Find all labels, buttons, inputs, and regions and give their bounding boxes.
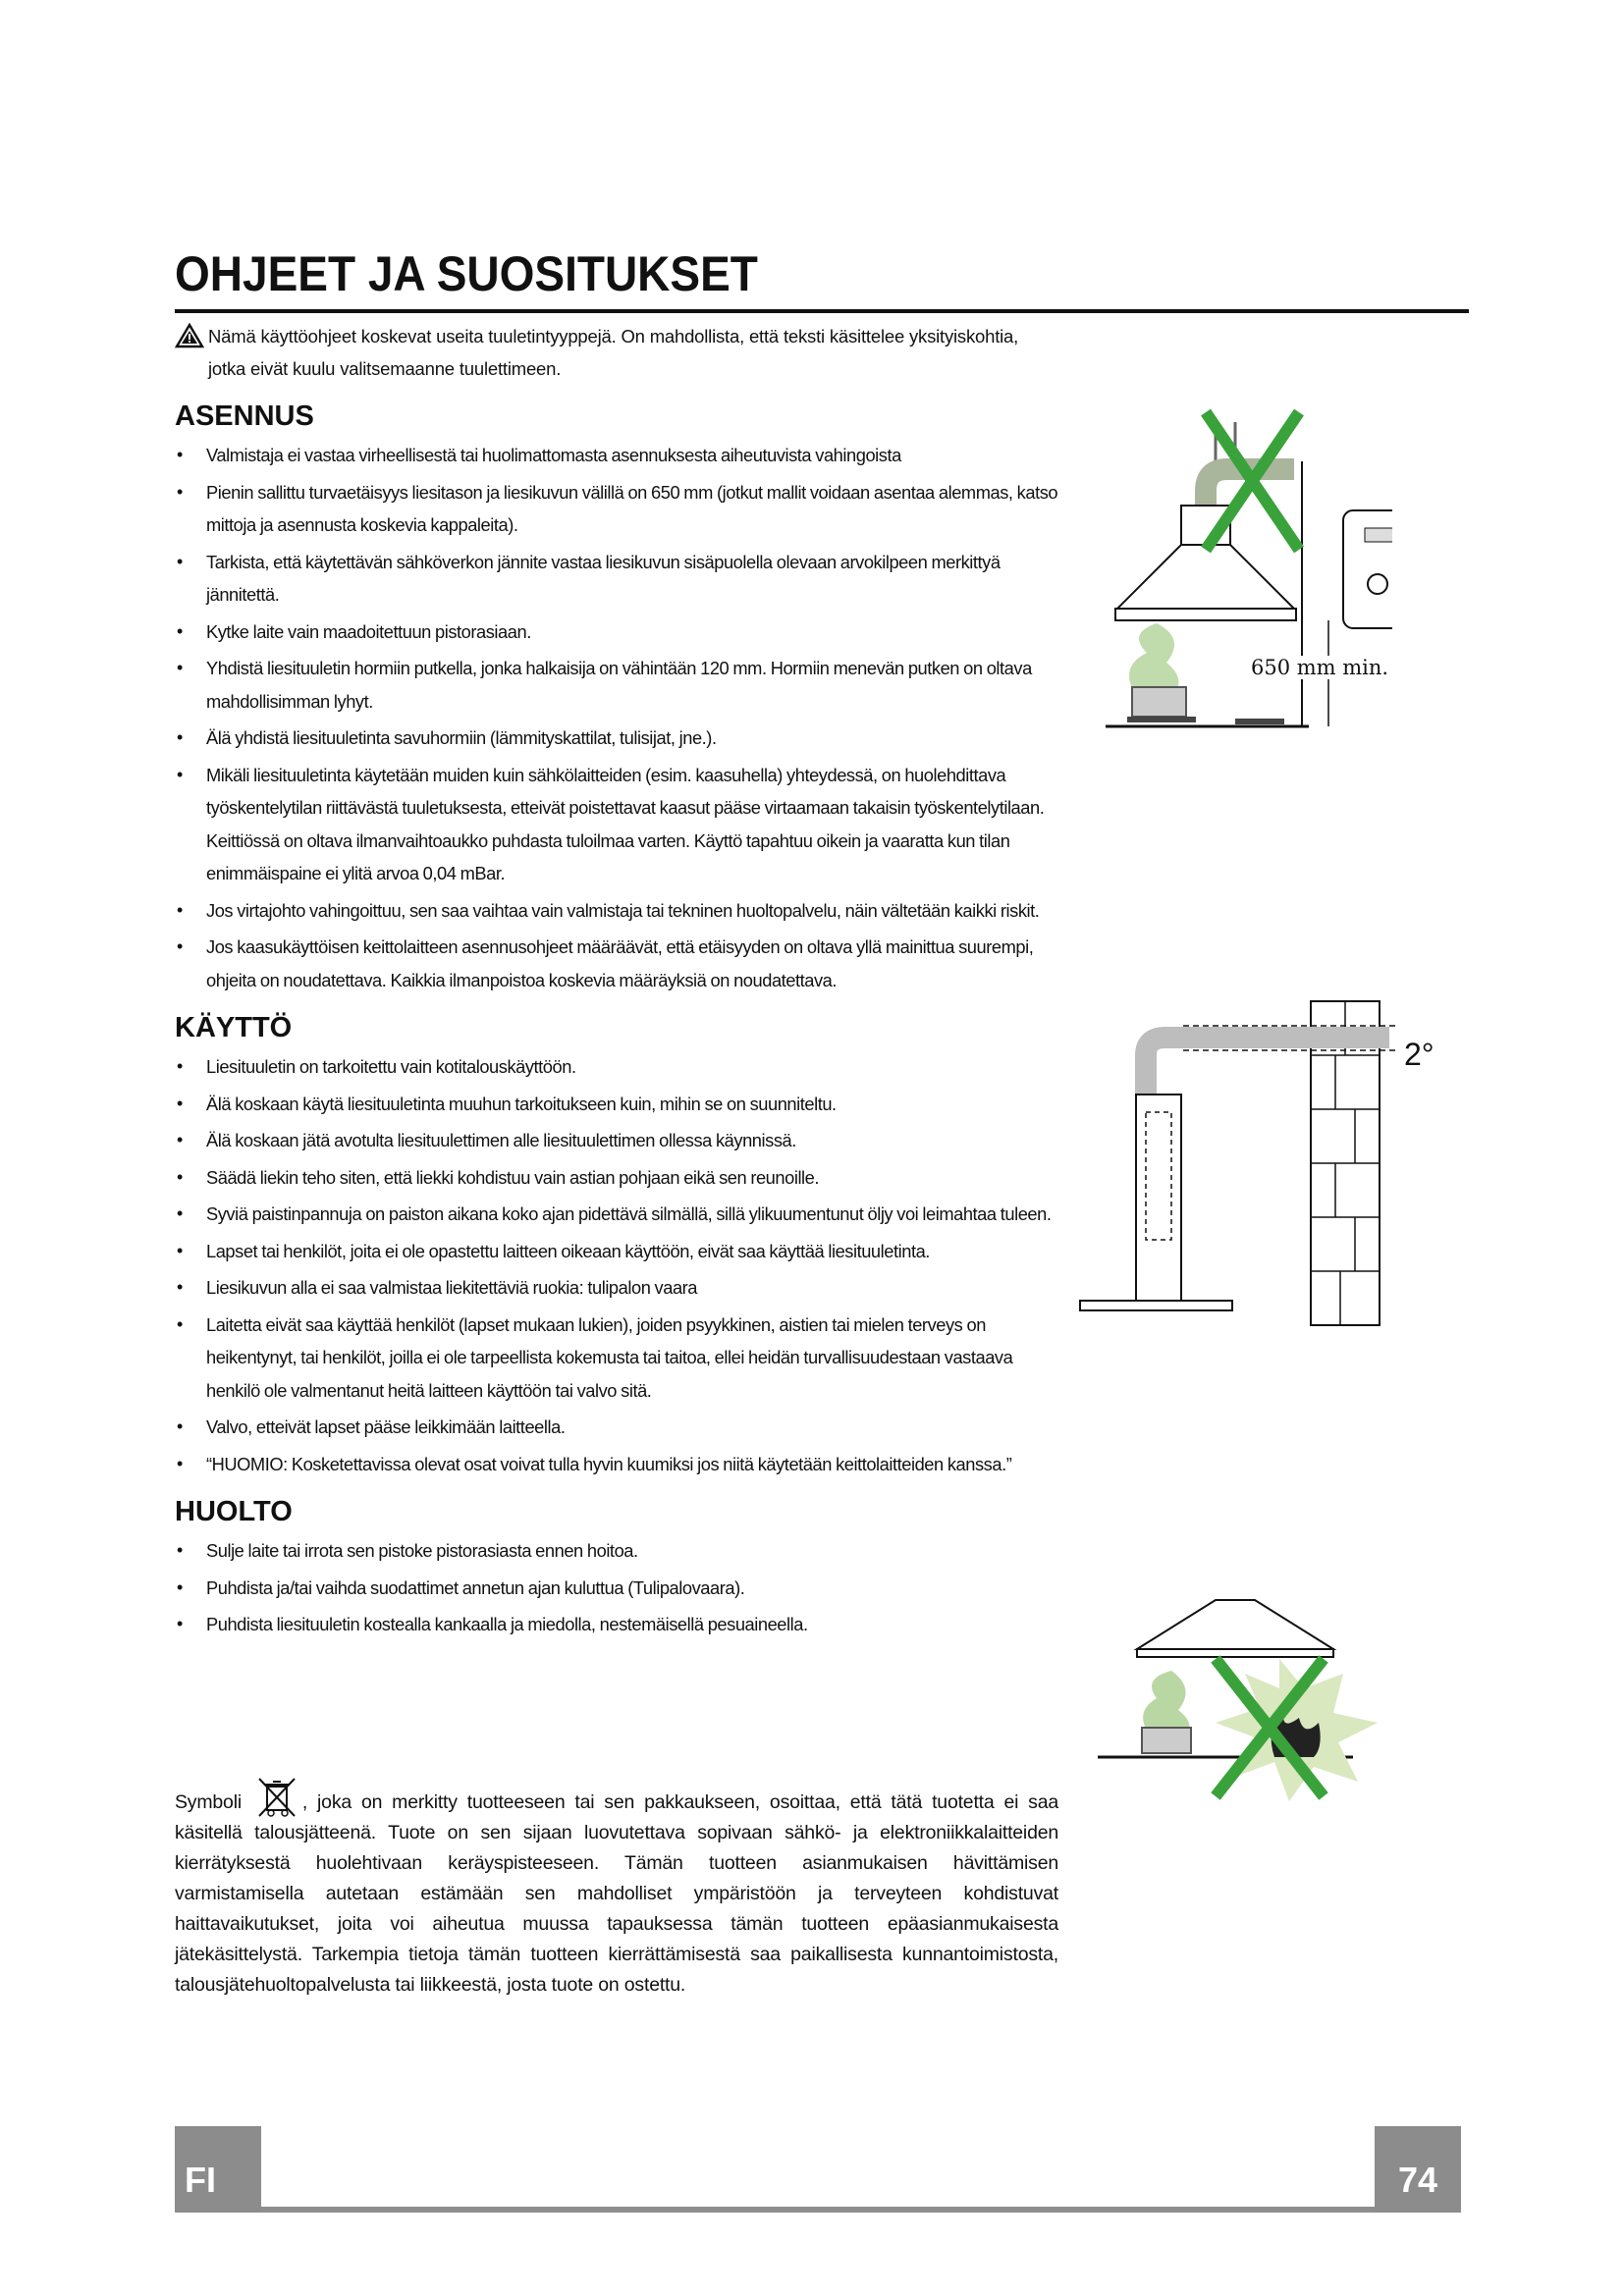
figure-dimension-label: 650 mm min. bbox=[1251, 656, 1389, 679]
list-item: • Tarkista, että käytettävän sähköverkon jännite vastaa liesikuvun sisäpuolella olevaan arvokilpeen merkittyä jännitettä. bbox=[175, 546, 1063, 612]
list-item: • Lapset tai henkilöt, joita ei ole opastettu laitteen oikeaan käyttöön, eivät saa käyttää liesituuletinta. bbox=[175, 1235, 1063, 1268]
list-item: • Mikäli liesituuletinta käytetään muiden kuin sähkölaitteiden (esim. kaasuhella) yhteydessä, on huolehdittava työskentelytilan riittävästä tuuletuksesta, etteivät poistettavat kaasut pääse virtaamaan takaisin työskentelytilaan. Keittiössä on oltava ilmanvaihtoaukko puhdasta tuloilmaa varten. Käyttö tapahtuu oikein ja vaarattа kun tilan enimmäispaine ei ylitä arvoa 0,04 mBar. bbox=[175, 759, 1063, 890]
warning-line-2: jotka eivät kuulu valitsemaanne tuulettimeen. bbox=[208, 358, 562, 379]
page-footer bbox=[175, 2126, 1461, 2213]
list-item: • Laitetta eivät saa käyttää henkilöt (lapset mukaan lukien), joiden psyykkinen, aistien tai mielen terveys on heikentynyt, tai henkilöt, joilla ei ole tarpeellista kokemusta tai taitoa, ellei heidän turvallisuudestaan vastaava henkilö ole valmentanut heitä laitteen käyttöön tai valvo sitä. bbox=[175, 1308, 1063, 1408]
huolto-list bbox=[175, 1534, 1063, 1641]
list-item: • Jos kaasukäyttöisen keittolaitteen asennusohjeet määräävät, että etäisyyden on oltava yllä mainittua suurempi, ohjeita on noudatettava. Kaikkia ilmanpoistoa koskevia määräyksiä on noudatettava. bbox=[175, 931, 1063, 996]
warning-note bbox=[175, 320, 1063, 385]
symbol-text-before: Symboli bbox=[175, 1791, 242, 1813]
weee-disposal-paragraph bbox=[175, 1777, 1058, 2001]
list-item: • Yhdistä liesituuletin hormiin putkella, jonka halkaisija on vähintään 120 mm. Hormiin menevän putken on oltava mahdollisimman lyhyt. bbox=[175, 652, 1063, 718]
list-item: • Puhdista ja/tai vaihda suodattimet annetun ajan kuluttua (Tulipalovaara). bbox=[175, 1572, 1063, 1605]
figure-angle-label: 2° bbox=[1404, 1037, 1435, 1072]
list-item: • Valmistaja ei vastaa virheellisestä tai huolimattomasta asennuksesta aiheutuvista vahingoista bbox=[175, 439, 1063, 472]
footer-line bbox=[175, 2207, 1461, 2213]
list-item: • Puhdista liesituuletin kostealla kankaalla ja miedolla, nestemäisellä pesuaineella. bbox=[175, 1608, 1063, 1641]
list-item: • Jos virtajohto vahingoittuu, sen saa vaihtaa vain valmistaja tai tekninen huoltopalvelu, näin vältetään kaikki riskit. bbox=[175, 894, 1063, 928]
main-column bbox=[175, 320, 1063, 1645]
list-item: • Älä yhdistä liesituuletinta savuhormiin (lämmityskattilat, tulisijat, jne.). bbox=[175, 721, 1063, 755]
list-item: • Liesituuletin on tarkoitettu vain kotitalouskäyttöön. bbox=[175, 1050, 1063, 1084]
page-title: OHJEET JA SUOSITUKSET bbox=[175, 246, 758, 301]
kaytto-list bbox=[175, 1050, 1063, 1480]
title-divider bbox=[175, 309, 1469, 313]
list-item: • Syviä paistinpannuja on paiston aikana koko ajan pidettävä silmällä, sillä ylikuumentunut öljy voi leimahtaa tuleen. bbox=[175, 1198, 1063, 1231]
figure-duct-slope bbox=[1075, 996, 1399, 1330]
list-item: • Kytke laite vain maadoitettuun pistorasiaan. bbox=[175, 615, 1063, 649]
figure-flambe-warning bbox=[1098, 1590, 1471, 1816]
warning-triangle-icon bbox=[175, 323, 204, 348]
list-item: • Valvo, etteivät lapset pääse leikkimään laitteella. bbox=[175, 1411, 1063, 1444]
list-item: • Älä koskaan käytä liesituuletinta muuhun tarkoitukseen kuin, mihin se on suunniteltu. bbox=[175, 1088, 1063, 1121]
section-heading-kaytto: KÄYTTÖ bbox=[175, 1012, 293, 1043]
language-badge: FI bbox=[175, 2126, 261, 2213]
warning-line-1: Nämä käyttöohjeet koskevat useita tuuletintyyppejä. On mahdollista, että teksti käsittelee yksityiskohtia, bbox=[208, 326, 1019, 347]
list-item: • Älä koskaan jätä avotulta liesituulettimen alle liesituulettimen ollessa käynnissä. bbox=[175, 1124, 1063, 1157]
page-number: 74 bbox=[1375, 2126, 1461, 2213]
crossed-bin-icon bbox=[255, 1777, 298, 1818]
list-item: • “HUOMIO: Kosketettavissa olevat osat voivat tulla hyvin kuumiksi jos niitä käytetään keittolaitteiden kanssa.” bbox=[175, 1448, 1063, 1481]
section-heading-huolto: HUOLTO bbox=[175, 1496, 293, 1527]
figure-hood-installation bbox=[1098, 402, 1392, 736]
list-item: • Liesikuvun alla ei saa valmistaa liekitettäviä ruokia: tulipalon vaara bbox=[175, 1271, 1063, 1305]
symbol-text-after: , joka on merkitty tuotteeseen tai sen pakkaukseen, osoittaa, että tätä tuotetta ei saa käsitellä talousjätteenä. Tuote on sen sijaan luovutettava sopivaan sähkö- ja elektroniikkalaitteiden kierrätyksestä huolehtivaan keräyspisteeseen. Tämän tuotteen asianmukaisen hävittämisen varmistamisella autetaan estämään sen mahdolliset ympäristöön ja terveyteen kohdistuvat haittavaikutukset, joita voi aiheutua muussa tapauksessa tämän tuotteen epäasianmukaisesta jätekäsittelystä. Tarkempia tietoja tämän tuotteen kierrättämisestä saa paikallisesta kunnantoimistosta, talousjätehuoltopalvelusta tai liikkeestä, josta tuote on ostettu. bbox=[175, 1791, 1058, 1996]
list-item: • Pienin sallittu turvaetäisyys liesitason ja liesikuvun välillä on 650 mm (jotkut mallit voidaan asentaa alemmas, katso mittoja ja asennusta koskevia kappaleita). bbox=[175, 476, 1063, 542]
asennus-list bbox=[175, 439, 1063, 996]
list-item: • Säädä liekin teho siten, että liekki kohdistuu vain astian pohjaan eikä sen reunoille. bbox=[175, 1161, 1063, 1195]
list-item: • Sulje laite tai irrota sen pistoke pistorasiasta ennen hoitoa. bbox=[175, 1534, 1063, 1568]
section-heading-asennus: ASENNUS bbox=[175, 400, 314, 432]
